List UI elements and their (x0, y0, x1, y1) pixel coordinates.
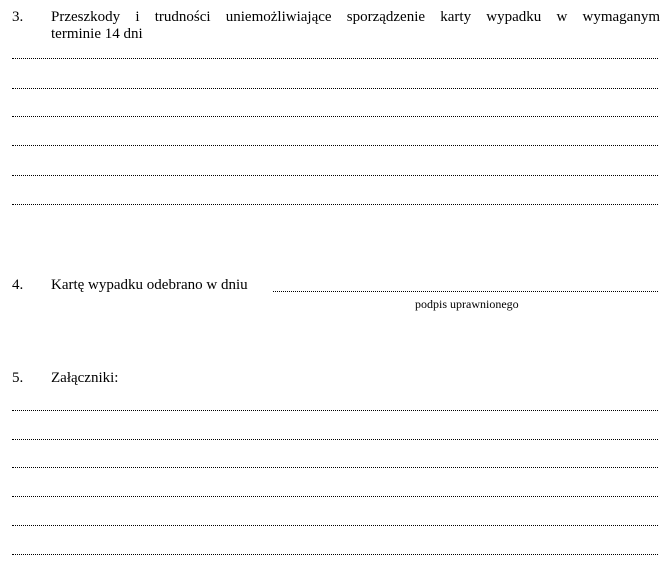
section-3-heading-line-1: Przeszkody i trudności uniemożliwiające sporządzenie karty wypadku w wymaganym (51, 9, 660, 25)
section-5-number: 5. (12, 370, 24, 386)
attachments-line[interactable] (12, 525, 658, 526)
section-3-answer-line[interactable] (12, 58, 658, 59)
attachments-line[interactable] (12, 496, 658, 497)
attachments-line[interactable] (12, 439, 658, 440)
section-4-label: Kartę wypadku odebrano w dniu (51, 277, 248, 293)
section-3-heading-line-2: terminie 14 dni (51, 26, 143, 42)
section-3-answer-line[interactable] (12, 204, 658, 205)
section-4-number: 4. (12, 277, 24, 293)
attachments-line[interactable] (12, 467, 658, 468)
section-3-answer-line[interactable] (12, 116, 658, 117)
section-3-answer-line[interactable] (12, 145, 658, 146)
section-3-answer-line[interactable] (12, 175, 658, 176)
attachments-line[interactable] (12, 554, 658, 555)
signature-caption: podpis uprawnionego (415, 297, 519, 311)
receipt-date-line[interactable] (273, 291, 658, 292)
attachments-line[interactable] (12, 410, 658, 411)
section-3-answer-line[interactable] (12, 88, 658, 89)
section-5-label: Załączniki: (51, 370, 119, 386)
section-3-number: 3. (12, 9, 24, 25)
